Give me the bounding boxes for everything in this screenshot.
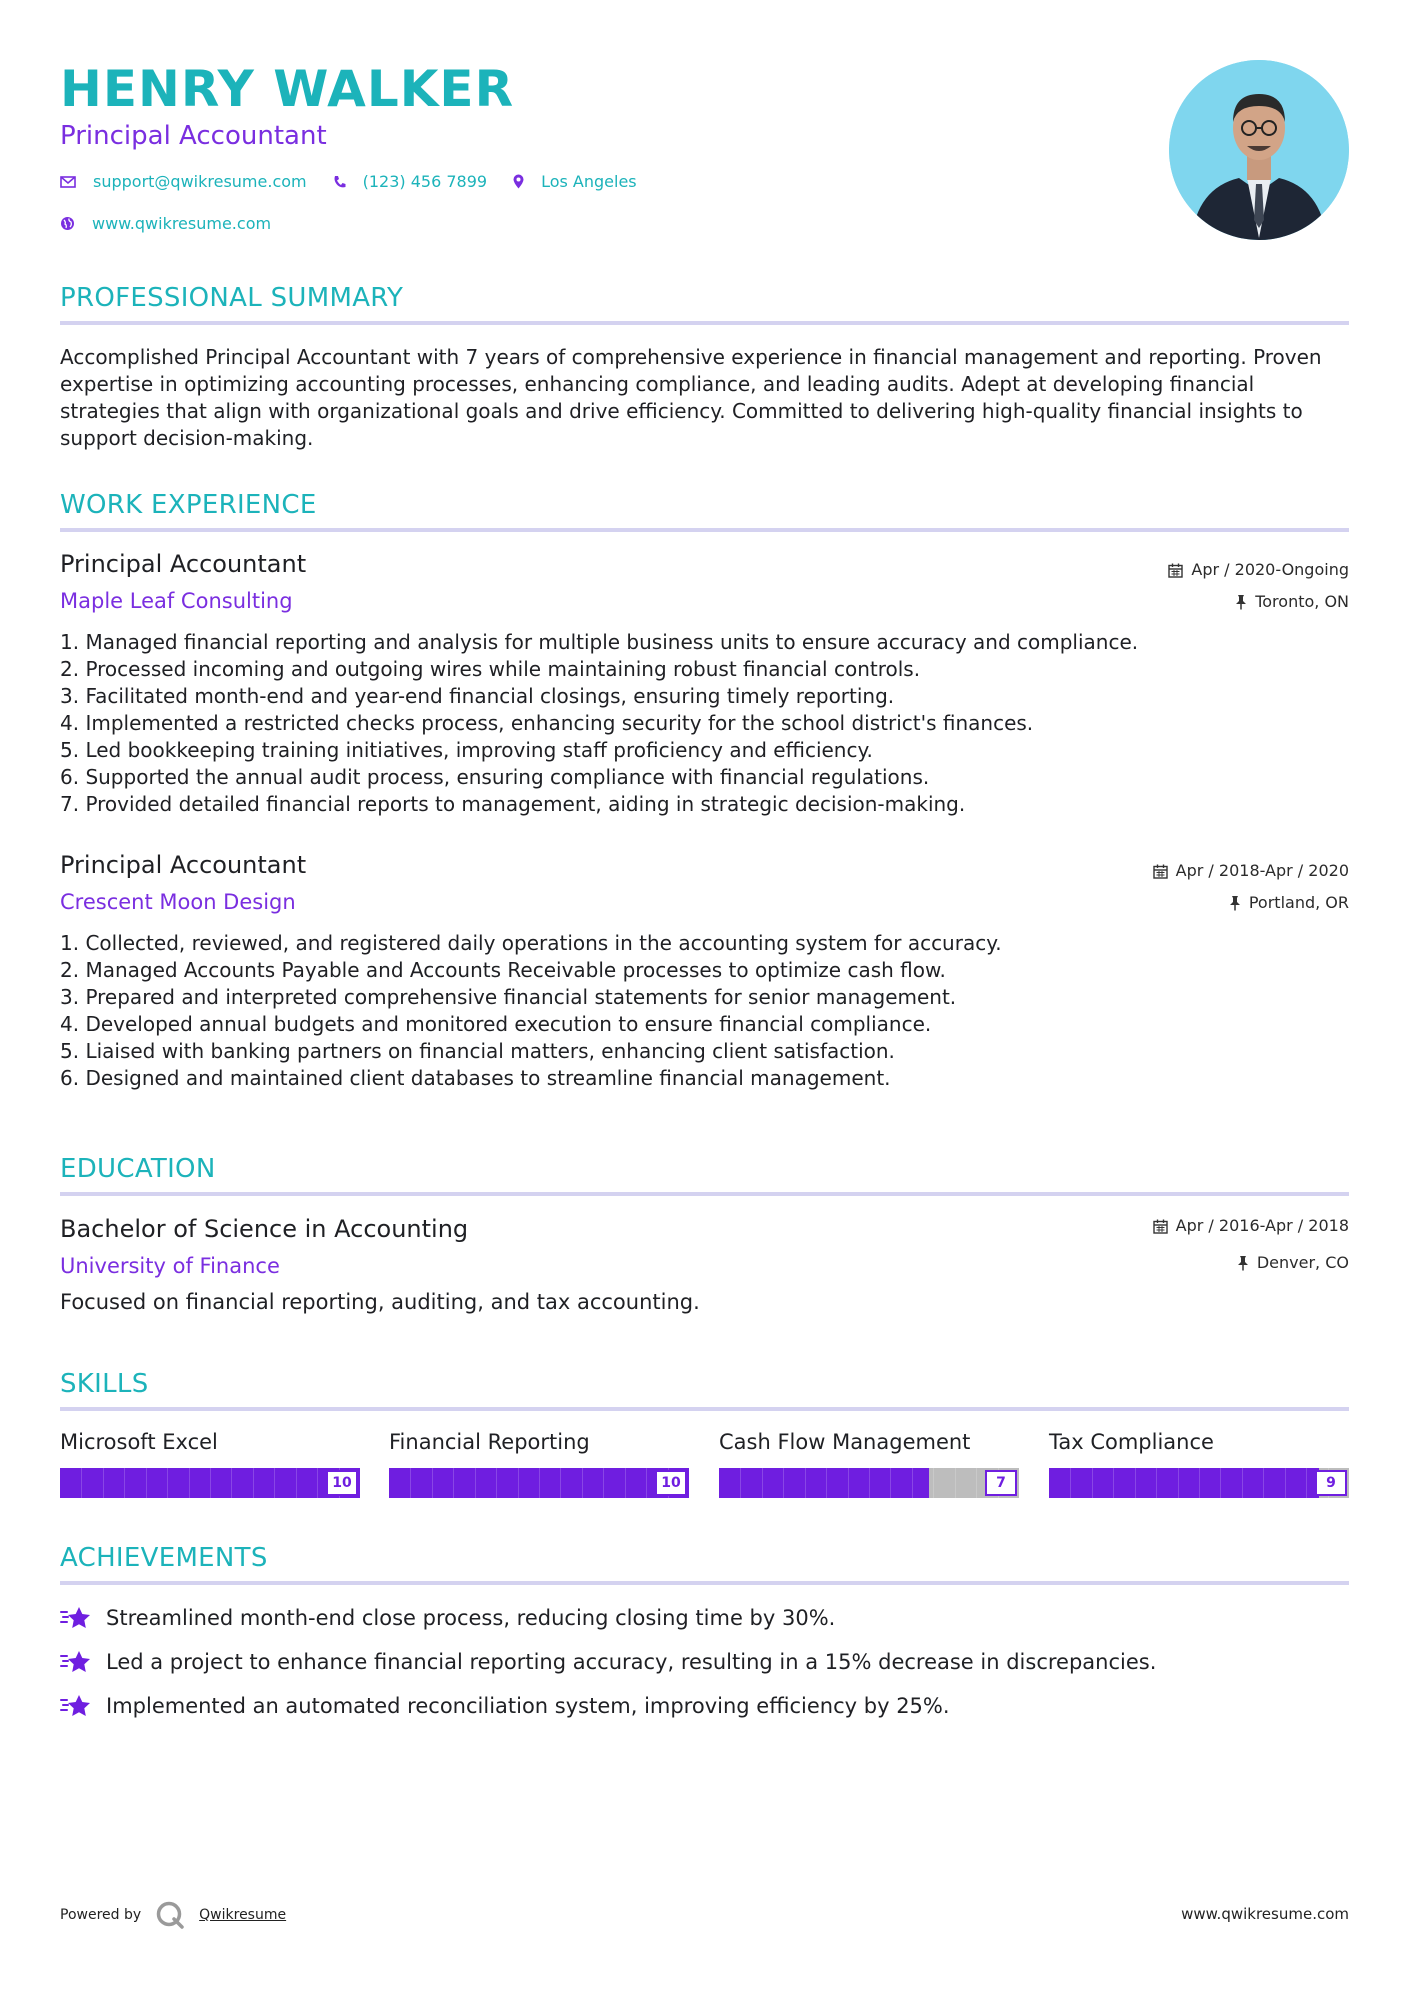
list-item: 3. Facilitated month-end and year-end financial closings, ensuring timely reporting. (60, 684, 895, 708)
email-text: support@qwikresume.com (93, 172, 307, 191)
list-item: 6. Designed and maintained client databases to streamline financial management. (60, 1066, 891, 1090)
list-item: 2. Processed incoming and outgoing wires while maintaining robust financial controls. (60, 657, 921, 681)
skill-bar-segment (1092, 1468, 1093, 1498)
contact-phone[interactable] (333, 172, 487, 191)
skill-bar-segment (1306, 1468, 1307, 1498)
skill-bar-segment (826, 1468, 827, 1498)
skill-bar-segment (189, 1468, 190, 1498)
skill-score: 7 (985, 1470, 1017, 1496)
list-item: 5. Led bookkeeping training initiatives, improving staff proficiency and efficiency. (60, 738, 873, 762)
experience-heading: WORK EXPERIENCE (60, 490, 317, 520)
globe-icon (60, 216, 75, 231)
degree-title: Bachelor of Science in Accounting (60, 1215, 469, 1243)
skill-name: Microsoft Excel (60, 1430, 218, 1454)
brand-link[interactable]: Qwikresume (199, 1907, 287, 1923)
skill-bar-segment (432, 1468, 433, 1498)
list-item: 4. Developed annual budgets and monitored execution to ensure financial compliance. (60, 1012, 932, 1036)
skill-bar-segment (582, 1468, 583, 1498)
list-item: 1. Collected, reviewed, and registered daily operations in the accounting system for accuracy. (60, 931, 1002, 955)
job-dates-text: Apr / 2018-Apr / 2020 (1175, 861, 1349, 880)
job-dates (1168, 560, 1349, 580)
list-item: 7. Provided detailed financial reports to management, aiding in strategic decision-making. (60, 792, 966, 816)
achievement-item (60, 1692, 950, 1720)
job-dates (1153, 861, 1349, 881)
education-location-text: Denver, CO (1256, 1253, 1349, 1272)
skill-bar-segment (475, 1468, 476, 1498)
footer-powered-by (60, 1900, 286, 1930)
skill-bar-segment (955, 1468, 956, 1498)
achievement-item (60, 1648, 1156, 1676)
job-company: Crescent Moon Design (60, 890, 296, 914)
skill-bar-segment (740, 1468, 741, 1498)
skill-bar-segment (274, 1468, 275, 1498)
achievement-item (60, 1604, 835, 1632)
star-icon (60, 1605, 92, 1631)
skill-bar-segment (1070, 1468, 1071, 1498)
skill-bar-segment (317, 1468, 318, 1498)
skill-bar-segment (296, 1468, 297, 1498)
summary-heading: PROFESSIONAL SUMMARY (60, 283, 404, 313)
skill-name: Tax Compliance (1049, 1430, 1214, 1454)
skill-item (389, 1428, 689, 1491)
skill-bar-segment (805, 1468, 806, 1498)
education-dates-text: Apr / 2016-Apr / 2018 (1175, 1216, 1349, 1235)
skills-heading: SKILLS (60, 1369, 149, 1399)
achievements-divider (60, 1581, 1349, 1585)
skill-bar-segment (539, 1468, 540, 1498)
candidate-name: HENRY WALKER (60, 60, 515, 118)
skill-bar (1049, 1468, 1349, 1498)
skill-bar-segment (646, 1468, 647, 1498)
achievement-text: Implemented an automated reconciliation system, improving efficiency by 25%. (106, 1694, 950, 1718)
skill-bar (719, 1468, 1019, 1498)
skill-bar-segment (976, 1468, 977, 1498)
skill-bar-segment (1285, 1468, 1286, 1498)
website-row (60, 214, 289, 233)
job-location (1229, 893, 1349, 913)
skill-bar-segment (231, 1468, 232, 1498)
job-title: Principal Accountant (60, 851, 307, 879)
skill-bar-segment (1263, 1468, 1264, 1498)
skill-bar-segment (253, 1468, 254, 1498)
achievement-text: Streamlined month-end close process, reducing closing time by 30%. (106, 1606, 836, 1630)
skill-bar (389, 1468, 689, 1498)
experience-divider (60, 528, 1349, 532)
skill-bar-segment (146, 1468, 147, 1498)
candidate-title: Principal Accountant (60, 121, 327, 151)
skill-bar-segment (518, 1468, 519, 1498)
calendar-icon (1153, 1219, 1168, 1234)
education-dates (1153, 1216, 1349, 1236)
education-divider (60, 1192, 1349, 1196)
skill-name: Financial Reporting (389, 1430, 590, 1454)
skill-bar-segment (1199, 1468, 1200, 1498)
calendar-icon (1153, 864, 1168, 879)
skills-divider (60, 1407, 1349, 1411)
skill-bar-segment (496, 1468, 497, 1498)
skill-bar-segment (1220, 1468, 1221, 1498)
skill-bar-segment (1156, 1468, 1157, 1498)
skill-bar-segment (762, 1468, 763, 1498)
location-text: Los Angeles (541, 172, 637, 191)
skill-bar-segment (890, 1468, 891, 1498)
job-location (1235, 592, 1349, 612)
education-heading: EDUCATION (60, 1154, 216, 1184)
skill-bar-segment (453, 1468, 454, 1498)
skill-bar-fill (719, 1468, 929, 1498)
envelope-icon (60, 176, 76, 188)
profile-photo (1169, 60, 1349, 240)
skill-item (719, 1428, 1019, 1491)
website-text: www.qwikresume.com (92, 214, 272, 233)
education-description: Focused on financial reporting, auditing, and tax accounting. (60, 1290, 700, 1314)
education-location (1237, 1253, 1349, 1273)
contact-location (513, 172, 637, 191)
star-icon (60, 1693, 92, 1719)
skill-bar-fill (1049, 1468, 1319, 1498)
phone-icon (333, 175, 346, 189)
map-pin-icon (513, 174, 524, 189)
pushpin-icon (1229, 895, 1241, 911)
skill-bar-segment (933, 1468, 934, 1498)
pushpin-icon (1237, 1255, 1249, 1271)
skill-bar-segment (1135, 1468, 1136, 1498)
skill-bar-segment (167, 1468, 168, 1498)
skill-bar-segment (124, 1468, 125, 1498)
footer-website[interactable]: www.qwikresume.com (1181, 1905, 1349, 1923)
job-company: Maple Leaf Consulting (60, 589, 293, 613)
skill-bar-segment (848, 1468, 849, 1498)
skill-bar-segment (210, 1468, 211, 1498)
list-item: 5. Liaised with banking partners on financial matters, enhancing client satisfaction. (60, 1039, 895, 1063)
job-title: Principal Accountant (60, 550, 307, 578)
skill-bar-segment (560, 1468, 561, 1498)
star-icon (60, 1649, 92, 1675)
skill-score: 10 (326, 1470, 358, 1496)
phone-text: (123) 456 7899 (362, 172, 488, 191)
job-dates-text: Apr / 2020-Ongoing (1191, 560, 1349, 579)
qwikresume-logo-icon (155, 1900, 185, 1930)
job-duties-list (60, 629, 1349, 818)
pushpin-icon (1235, 594, 1247, 610)
skill-bar-segment (1178, 1468, 1179, 1498)
contact-website[interactable] (60, 214, 271, 233)
skill-bar-segment (783, 1468, 784, 1498)
calendar-icon (1168, 563, 1183, 578)
list-item: 1. Managed financial reporting and analysis for multiple business units to ensure accuracy and compliance. (60, 630, 1139, 654)
job-duties-list (60, 930, 1349, 1092)
achievement-text: Led a project to enhance financial reporting accuracy, resulting in a 15% decrease in discrepancies. (106, 1650, 1157, 1674)
job-location-text: Toronto, ON (1255, 592, 1349, 611)
contact-email[interactable] (60, 172, 307, 191)
skill-item (60, 1428, 360, 1491)
portrait-image (1169, 60, 1349, 240)
summary-divider (60, 321, 1349, 325)
achievements-heading: ACHIEVEMENTS (60, 1543, 268, 1573)
skill-bar-segment (81, 1468, 82, 1498)
skill-item (1049, 1428, 1349, 1491)
skill-bar (60, 1468, 360, 1498)
list-item: 2. Managed Accounts Payable and Accounts Receivable processes to optimize cash flow. (60, 958, 946, 982)
skill-bar-segment (1242, 1468, 1243, 1498)
skill-bar-segment (1113, 1468, 1114, 1498)
skill-bar-segment (603, 1468, 604, 1498)
skill-bar-segment (869, 1468, 870, 1498)
list-item: 3. Prepared and interpreted comprehensive financial statements for senior management. (60, 985, 957, 1009)
list-item: 6. Supported the annual audit process, ensuring compliance with financial regulations. (60, 765, 930, 789)
job-location-text: Portland, OR (1248, 893, 1349, 912)
skill-bar-segment (103, 1468, 104, 1498)
list-item: 4. Implemented a restricted checks process, enhancing security for the school district's finances. (60, 711, 1034, 735)
summary-text: Accomplished Principal Accountant with 7 years of comprehensive experience in financial management and reporting. Proven expertise in optimizing accounting processes, enhancing compliance, and leading audits. Adept at developing financial strategies that align with organizational goals and drive efficiency. Committed to delivering high-quality financial insights to support decision-making. (60, 345, 1322, 450)
school-name: University of Finance (60, 1254, 280, 1278)
contact-row (60, 172, 655, 191)
skill-bar-segment (625, 1468, 626, 1498)
skill-score: 10 (655, 1470, 687, 1496)
skill-name: Cash Flow Management (719, 1430, 971, 1454)
skill-bar-segment (410, 1468, 411, 1498)
skill-score: 9 (1315, 1470, 1347, 1496)
powered-by-label: Powered by (60, 1907, 142, 1923)
skill-bar-segment (912, 1468, 913, 1498)
